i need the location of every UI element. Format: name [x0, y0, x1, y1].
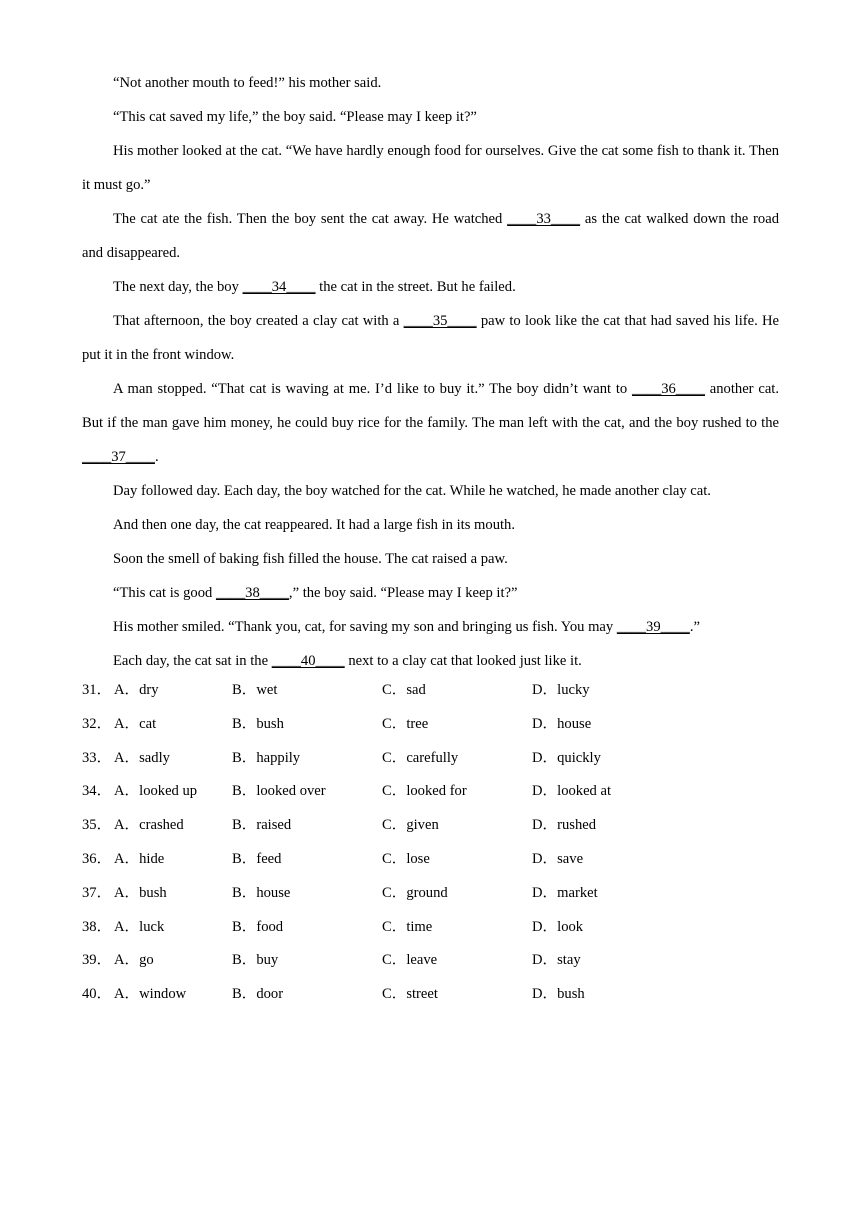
question-row-36 — [82, 843, 779, 877]
paragraph-1: “Not another mouth to feed!” his mother said. — [113, 75, 382, 91]
blank-34: ____34____ — [242, 279, 316, 295]
question-row-34 — [82, 775, 779, 809]
option-b: B．door — [232, 986, 284, 1003]
option-b: B．happily — [232, 749, 301, 766]
blank-39: ____39____ — [616, 619, 690, 635]
paragraph-12-text-b: .” — [689, 619, 700, 635]
paragraph-7-text-c: . — [154, 449, 159, 465]
option-a: A．hide — [114, 850, 165, 867]
option-b: B．food — [232, 918, 284, 935]
paragraph-6-text-b: paw to look like the cat that had saved his life. He put it in the front window. — [82, 313, 779, 363]
option-c: C．lose — [382, 850, 430, 867]
blank-38: ____38____ — [215, 585, 289, 601]
paragraph-4-text-a: The cat ate the fish. Then the boy sent the cat away. He watched — [113, 211, 508, 227]
question-row-31 — [82, 674, 779, 708]
option-d: D．look — [532, 918, 584, 935]
paragraph-7-text-b: another cat. But if the man gave him money, he could buy rice for the family. The man left with the cat, and the boy rushed to the — [82, 381, 779, 431]
option-c: C．time — [382, 918, 433, 935]
option-a: A．dry — [114, 682, 159, 698]
option-d: D．save — [532, 850, 584, 867]
question-number: 37． — [82, 884, 112, 901]
option-c: C．carefully — [382, 749, 459, 766]
question-row-40 — [82, 978, 779, 1012]
paragraph-4-text-b: as the cat walked down the road and disappeared. — [82, 211, 779, 261]
paragraph-6-text-a: That afternoon, the boy created a clay cat with a — [113, 313, 404, 329]
question-number: 32． — [82, 715, 112, 732]
question-row-39 — [82, 944, 779, 978]
cloze-passage — [82, 66, 779, 678]
option-a: A．cat — [114, 715, 157, 732]
blank-33: ____33____ — [507, 211, 581, 227]
option-c: C．looked for — [382, 783, 467, 800]
question-number: 40． — [82, 986, 112, 1003]
option-c: C．ground — [382, 884, 448, 901]
option-a: A．go — [114, 952, 154, 969]
paragraph-13-text-a: Each day, the cat sat in the — [113, 653, 272, 669]
option-b: B．wet — [232, 682, 278, 698]
option-c: C．sad — [382, 682, 426, 698]
option-b: B．feed — [232, 850, 282, 867]
paragraph-11-text-b: ,” the boy said. “Please may I keep it?” — [288, 585, 518, 601]
paragraph-12-text-a: His mother smiled. “Thank you, cat, for saving my son and bringing us fish. You may — [113, 619, 617, 635]
option-c: C．given — [382, 817, 439, 834]
answer-options — [82, 674, 779, 1012]
option-a: A．looked up — [114, 783, 198, 800]
option-d: D．stay — [532, 952, 581, 969]
option-a: A．sadly — [114, 749, 170, 766]
option-b: B．looked over — [232, 783, 326, 800]
paragraph-13 — [82, 644, 779, 678]
question-row-35 — [82, 809, 779, 843]
question-number: 36． — [82, 850, 112, 867]
paragraph-3: His mother looked at the cat. “We have hardly enough food for ourselves. Give the cat some fish to thank it. Then it must go.” — [82, 143, 779, 193]
option-c: C．leave — [382, 952, 438, 969]
question-number: 31． — [82, 682, 112, 698]
paragraph-10: Soon the smell of baking fish filled the house. The cat raised a paw. — [113, 551, 508, 567]
option-c: C．street — [382, 986, 438, 1003]
paragraph-5-text-a: The next day, the boy — [113, 279, 243, 295]
option-b: B．house — [232, 884, 291, 901]
option-d: D．lucky — [532, 682, 590, 698]
option-a: A．bush — [114, 884, 167, 901]
paragraph-13-text-b: next to a clay cat that looked just like it. — [344, 653, 582, 669]
option-b: B．bush — [232, 715, 284, 732]
blank-37: ____37____ — [82, 449, 155, 465]
option-c: C．tree — [382, 715, 429, 732]
option-a: A．crashed — [114, 817, 184, 834]
option-b: B．buy — [232, 952, 279, 969]
question-number: 39． — [82, 952, 112, 969]
option-a: A．window — [114, 986, 187, 1003]
option-d: D．market — [532, 884, 598, 901]
paragraph-11-text-a: “This cat is good — [113, 585, 216, 601]
paragraph-11 — [82, 576, 779, 610]
paragraph-5 — [82, 270, 779, 304]
paragraph-7 — [82, 372, 779, 474]
question-number: 35． — [82, 817, 112, 834]
option-d: D．house — [532, 715, 592, 732]
paragraph-4 — [82, 202, 779, 270]
question-row-32 — [82, 708, 779, 742]
option-d: D．quickly — [532, 749, 601, 766]
paragraph-2: “This cat saved my life,” the boy said. “Please may I keep it?” — [113, 109, 477, 125]
paragraph-6 — [82, 304, 779, 372]
option-d: D．bush — [532, 986, 585, 1003]
question-row-33 — [82, 742, 779, 776]
paragraph-12 — [82, 610, 779, 644]
paragraph-9: And then one day, the cat reappeared. It had a large fish in its mouth. — [113, 517, 516, 533]
paragraph-5-text-b: the cat in the street. But he failed. — [315, 279, 516, 295]
question-number: 33． — [82, 749, 112, 766]
question-row-37 — [82, 877, 779, 911]
question-number: 34． — [82, 783, 112, 800]
option-d: D．looked at — [532, 783, 612, 800]
option-d: D．rushed — [532, 817, 597, 834]
option-b: B．raised — [232, 817, 292, 834]
question-number: 38． — [82, 918, 112, 935]
option-a: A．luck — [114, 918, 165, 935]
paragraph-8: Day followed day. Each day, the boy watched for the cat. While he watched, he made another clay cat. — [113, 483, 711, 499]
blank-40: ____40____ — [271, 653, 345, 669]
question-row-38 — [82, 911, 779, 945]
blank-35: ____35____ — [403, 313, 477, 329]
blank-36: ____36____ — [632, 381, 705, 397]
paragraph-7-text-a: A man stopped. “That cat is waving at me. I’d like to buy it.” The boy didn’t want to — [113, 381, 633, 397]
